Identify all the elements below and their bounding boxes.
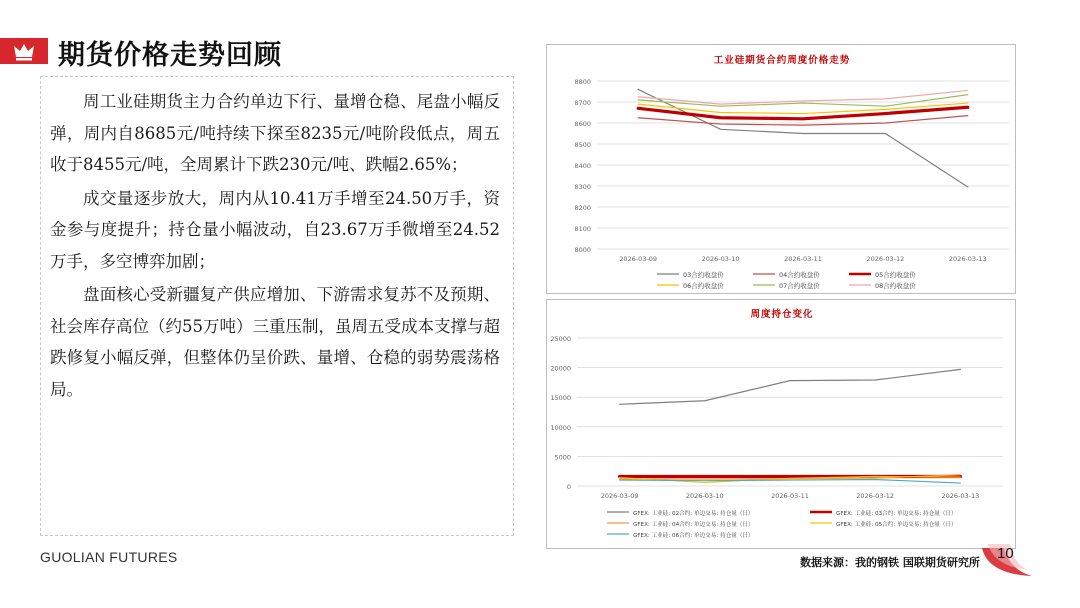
- y-tick-label: 8100: [574, 225, 591, 233]
- y-tick-label: 8500: [574, 141, 591, 149]
- legend-label: GFEX: 工业硅: 02合约: 单边交易: 持仓量（日）: [633, 511, 754, 517]
- x-tick-label: 2026-03-09: [600, 492, 639, 500]
- x-tick-label: 2026-03-13: [941, 492, 980, 500]
- y-tick-label: 10000: [550, 423, 571, 432]
- x-tick-label: 2026-03-11: [771, 492, 809, 500]
- y-tick-label: 5000: [554, 453, 571, 462]
- paragraph-volume: 成交量逐步放大，周内从10.41万手增至24.50万手，资金参与度提升；持仓量小幅波动，自23.67万手微增至24.52万手，多空博弈加剧；: [50, 188, 500, 271]
- legend-label: 03合约收盘价: [683, 271, 724, 279]
- x-tick-label: 2026-03-13: [948, 255, 987, 263]
- brand-crown-icon: [0, 38, 48, 64]
- summary-text: [50, 86, 500, 407]
- series-line-5: [620, 479, 961, 483]
- legend-label: 04合约收盘价: [779, 271, 820, 279]
- y-tick-label: 20000: [550, 364, 571, 373]
- y-tick-label: 8700: [574, 99, 591, 107]
- y-tick-label: 8400: [574, 162, 591, 170]
- y-tick-label: 8000: [574, 246, 591, 254]
- brand-name: GUOLIAN FUTURES: [40, 549, 178, 565]
- series-line-1: [620, 369, 961, 404]
- x-tick-label: 2026-03-12: [856, 492, 895, 500]
- chart-title: 周度持仓变化: [750, 309, 814, 320]
- x-tick-label: 2026-03-12: [866, 255, 905, 263]
- y-tick-label: 8200: [574, 204, 591, 212]
- y-tick-label: 15000: [550, 394, 571, 403]
- legend-label: GFEX: 工业硅: 04合约: 单边交易: 持仓量（日）: [633, 522, 754, 528]
- open-interest-chart: [546, 299, 1016, 549]
- paragraph-drivers: 盘面核心受新疆复产供应增加、下游需求复苏不及预期、社会库存高位（约55万吨）三重压制，虽周五受成本支撑与超跌修复小幅反弹，但整体仍呈价跌、量增、仓稳的弱势震荡格局。: [50, 285, 500, 399]
- y-tick-label: 8800: [574, 78, 591, 86]
- legend-label: 08合约收盘价: [875, 282, 916, 290]
- x-tick-label: 2026-03-09: [619, 255, 658, 263]
- price-trend-svg: [547, 45, 1017, 295]
- legend-label: 05合约收盘价: [875, 271, 916, 279]
- paragraph-price: 周工业硅期货主力合约单边下行、量增仓稳、尾盘小幅反弹，周内自8685元/吨持续下探至8235元/吨阶段低点，周五收于8455元/吨，全周累计下跌230元/吨、跌幅2.65%；: [50, 92, 500, 174]
- y-tick-label: 8300: [574, 183, 591, 191]
- x-tick-label: 2026-03-10: [685, 492, 724, 500]
- page-title: 期货价格走势回顾: [58, 40, 282, 71]
- legend-label: GFEX: 工业硅: 06合约: 单边交易: 持仓量（日）: [633, 533, 754, 539]
- y-tick-label: 8600: [574, 120, 591, 128]
- y-tick-label: 25000: [550, 335, 571, 343]
- page-number: 10: [997, 545, 1014, 562]
- x-tick-label: 2026-03-10: [701, 255, 740, 263]
- legend-label: 07合约收盘价: [779, 282, 820, 290]
- y-tick-label: 0: [566, 483, 571, 491]
- data-source: 数据来源：我的钢铁 国联期货研究所: [800, 556, 980, 569]
- price-trend-chart: [546, 44, 1016, 294]
- legend-label: GFEX: 工业硅: 03合约: 单边交易: 持仓量（日）: [836, 511, 957, 517]
- legend-label: 06合约收盘价: [683, 282, 724, 290]
- open-interest-svg: [547, 300, 1017, 550]
- x-tick-label: 2026-03-11: [784, 255, 822, 263]
- legend-label: GFEX: 工业硅: 05合约: 单边交易: 持仓量（日）: [836, 522, 957, 528]
- chart-title: 工业硅期货合约周度价格走势: [713, 55, 851, 66]
